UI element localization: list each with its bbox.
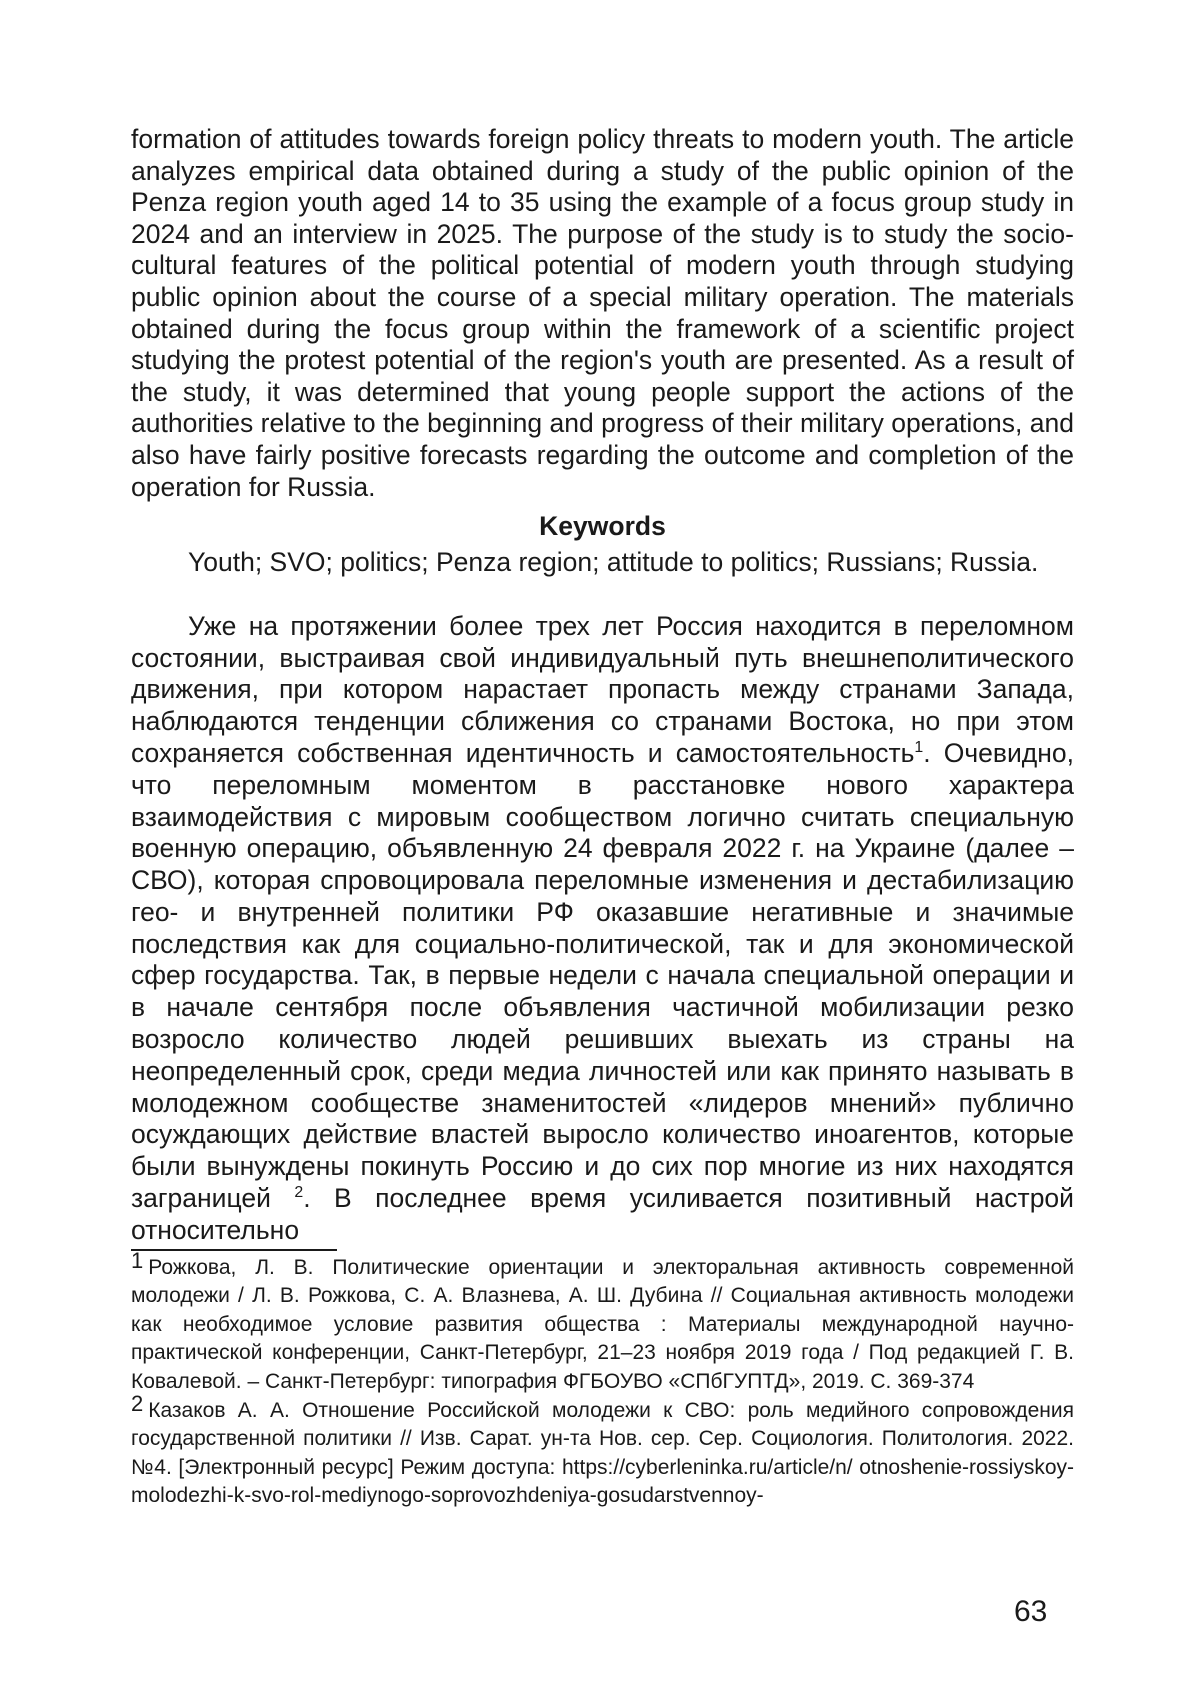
footnote-text: Рожкова, Л. В. Политические ориентации и электоральная активность современной молодежи / Л. В. Рожкова, С. А. Влазнева, А. Ш. Дубина // Социальная активность молодежи как необходимое условие развития общества : Материалы международной научно-практической конференции, Санкт-Петербург, 21–23 ноября 2019 года / Под редакцией Г. В. Ковалевой. – Санкт-Петербург: типография ФГБОУВО «СПбГУПТД», 2019. С. 369-374	[131, 1255, 1074, 1394]
document-page	[131, 124, 1074, 1511]
body-text-part-1: Уже на протяжении более трех лет Россия находится в переломном состоянии, выстраивая свой индивидуальный путь внешнеполитического движения, при котором нарастает пропасть между странами Запада, наблюдаются тенденции сближения со странами Востока, но при этом сохраняется собственная идентичность и самостоятельность	[131, 610, 1074, 768]
footnote-text: Казаков А. А. Отношение Российской молодежи к СВО: роль медийного сопровождения государственной политики // Изв. Сарат. ун-та Нов. сер. Сер. Социология. Политология. 2022. №4. [Электронный ресурс] Режим доступа: https://cyberleninka.ru/article/n/ otnoshenie-rossiyskoy-molodezhi-k-svo-rol-mediynogo-soprovozhdeniya-gosudarstvennoy-	[131, 1398, 1074, 1508]
footnote-number: 2	[131, 1390, 144, 1416]
footnote-1	[131, 1247, 1074, 1397]
keywords-heading: Keywords	[539, 511, 666, 542]
body-paragraph	[131, 611, 1074, 1247]
footnote-ref-1[interactable]: 1	[914, 739, 924, 757]
footnote-2	[131, 1390, 1074, 1511]
abstract-paragraph: formation of attitudes towards foreign policy threats to modern youth. The article analyzes empirical data obtained during a study of the public opinion of the Penza region youth aged 14 to 35 using the example of a focus group study in 2024 and an interview in 2025. The purpose of the study is to study the socio-cultural features of the political potential of modern youth through studying public opinion about the course of a special military operation. The materials obtained during the focus group within the framework of a scientific project studying the protest potential of the region's youth are presented. As a result of the study, it was determined that young people support the actions of the authorities relative to the beginning and progress of their military operations, and also have fairly positive forecasts regarding the outcome and completion of the operation for Russia.	[131, 124, 1074, 502]
keywords-text: Youth; SVO; politics; Penza region; attitude to politics; Russians; Russia.	[188, 547, 1039, 578]
footnote-separator	[131, 1249, 337, 1251]
body-text-part-2: . Очевидно, что переломным моментом в расстановке нового характера взаимодействия с мировым сообществом логично считать специальную военную операцию, объявленную 24 февраля 2022 г. на Украине (далее – СВО), которая спровоцировала переломные изменения и дестабилизацию гео- и внутренней политики РФ оказавшие негативные и значимые последствия как для социально-политической, так и для экономической сфер государства. Так, в первые недели с начала специальной операции и в начале сентября после объявления частичной мобилизации резко возросло количество людей решивших выехать из страны на неопределенный срок, среди медиа личностей или как принято называть в молодежном сообществе знаменитостей «лидеров мнений» публично осуждающих действие властей выросло количество иноагентов, которые были вынуждены покинуть Россию и до сих пор многие из них находятся заграницей	[131, 737, 1074, 1214]
footnote-number: 1	[131, 1247, 144, 1273]
body-text-part-3: . В последнее время усиливается позитивный настрой относительно	[131, 1183, 1074, 1245]
page-number: 63	[1014, 1595, 1048, 1628]
footnote-ref-2[interactable]: 2	[294, 1184, 304, 1202]
